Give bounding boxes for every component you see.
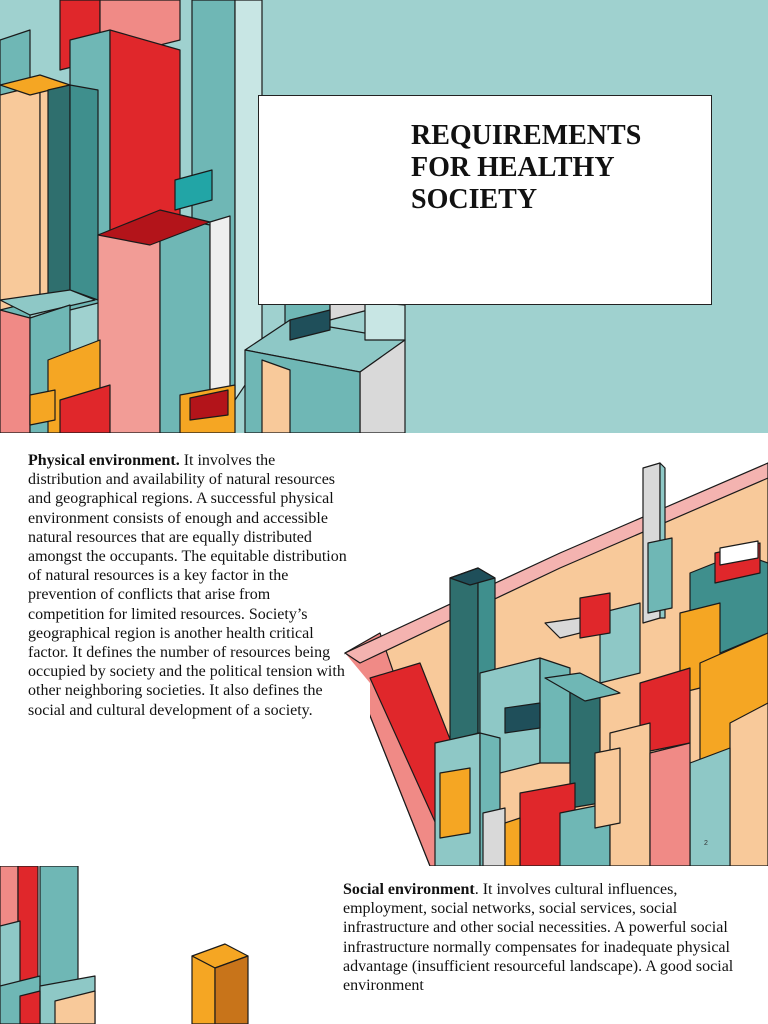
slide-physical-environment [0, 433, 768, 866]
physical-environment-body: It involves the distribution and availability of natural resources and geographical regions. A successful physical environment consists of enough and accessible natural resources that are equally distributed amongst the occupants. The equitable distribution of natural resources is a key factor in the prevention of conflicts that arise from competition for limited resources. Society’s geographical region is another health critical factor. It defines the number of resources being occupied by society and the political tension with other neighboring societies. It also defines the social and cultural development of a society. [28, 452, 347, 719]
slide-title-text: REQUIREMENTS FOR HEALTHY SOCIETY [411, 120, 642, 215]
page-number: 2 [704, 840, 708, 847]
slide-social-environment [0, 866, 768, 1024]
slide-title [0, 0, 768, 433]
social-environment-paragraph [343, 880, 757, 995]
social-environment-heading: Social environment [343, 881, 475, 898]
title-box [258, 95, 712, 305]
isometric-room-illustration [0, 433, 768, 866]
physical-environment-heading: Physical environment. [28, 452, 180, 469]
social-environment-body: . It involves cultural influences, employment, social networks, social services, social infrastructure and other social necessities. A powerful social infrastructure normally compensates for inadequate physical advantage (insufficient resourceful landscape). A good social environment [343, 881, 734, 995]
